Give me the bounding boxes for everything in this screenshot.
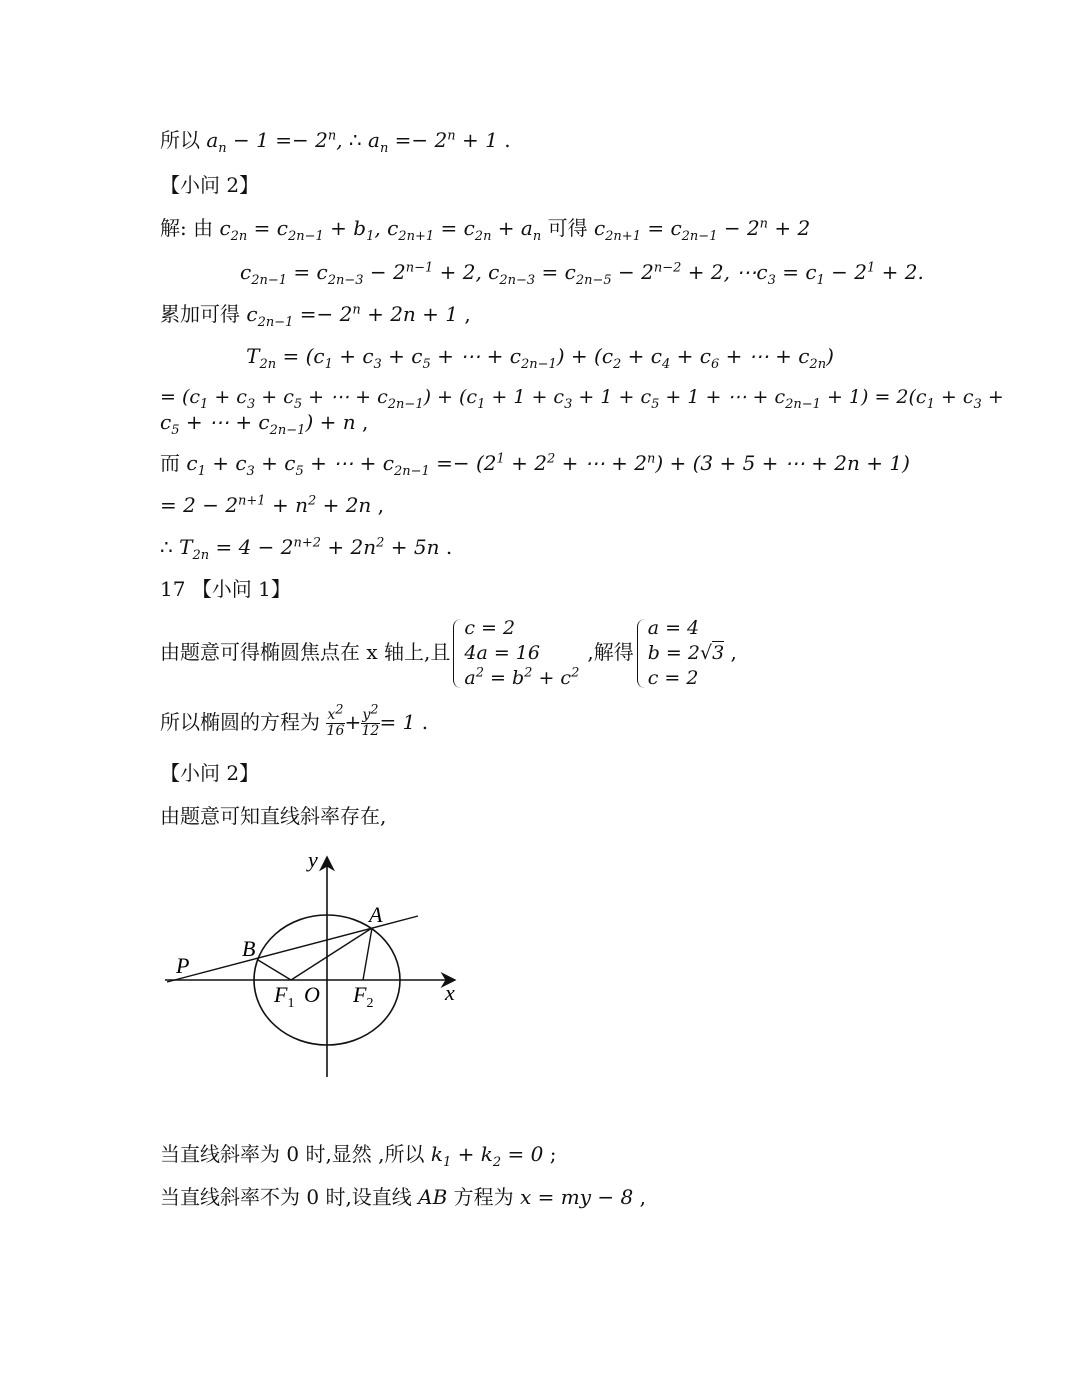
line-ellipse-equation: 所以椭圆的方程为 $\frac{x^2}{16}$ + $\frac{y^2}{12}$ = 1 . (160, 702, 429, 739)
line-odd-sum: 而 $c_1 + c_3 + c_5$ + ⋯ + $c_{2n-1} =- (2^1 + 2^2$ + ⋯ + $2^n) + (3 + 5$ + ⋯ + 2n + 1) (160, 451, 910, 479)
line-T2n-final: ∴ $T_{2n} = 4 - 2^{n+2} + 2n^2 + 5n$ . (160, 535, 453, 563)
line-solution-start: 解: 由 $c_{2n} = c_{2n-1} + b_1$, $c_{2n+1} = c_{2n} + a_n$ 可得 $c_{2n+1} = c_{2n-1} - 2^n + 2$ (160, 216, 811, 244)
label-B: B (242, 936, 256, 961)
line-slope-nonzero: 当直线斜率不为 0 时,设直线 AB 方程为 x = my − 8 , (160, 1185, 646, 1209)
segment-BF1 (258, 960, 291, 980)
given-eq-3: $a^2 = b^2 + c^2$ (464, 665, 580, 689)
frac-y: $\frac{y^2}{12}$ (361, 702, 380, 739)
line-slope-zero: 当直线斜率为 0 时,显然 ,所以 $k_1 + k_2 = 0$ ; (160, 1142, 557, 1170)
label-F1: $F_1$ (274, 982, 295, 1011)
line-odd-sum-result: = $2 - 2^{n+1} + n^2 + 2n$ , (160, 493, 385, 517)
solution-system (634, 616, 724, 691)
frac-x: $\frac{x^2}{16}$ (326, 702, 345, 739)
line-ellipse-system: 由题意可得椭圆焦点在 x 轴上,且 c = 2 4a = 16 $a^2 = b^2 + c^2$ ,解得 a = 4 b = 2√3 c = 2 , (160, 617, 737, 689)
given-eq-2: 4a = 16 (464, 642, 540, 664)
subquestion-2b-heading: 【小问 2】 (160, 761, 260, 785)
line-T2n-expand-cont: $c_5$ + ⋯ + $c_{2n-1}) + n$ , (160, 410, 369, 438)
line-sum-result: 累加可得 $c_{2n-1} =- 2^n + 2n + 1$ , (160, 302, 471, 330)
solution-eq-2: b = 2√3 (647, 642, 725, 664)
segment-AF2 (363, 928, 372, 980)
solution-eq-1: a = 4 (647, 617, 700, 639)
segment-F1A (291, 928, 372, 980)
line-an-result: 所以 $a_n - 1 =- 2^n$, ∴ $a_n =- 2^n + 1$ . (160, 128, 511, 156)
ellipse-figure (150, 845, 490, 1085)
line-T2n-expand: = ($c_1 + c_3 + c_5$ + ⋯ + $c_{2n-1}) + (c_1 + 1 + c_3 + 1 + c_5 + 1$ + ⋯ + $c_{2n-1} + 1) = 2(c_1 + c_3$ + (160, 386, 1004, 412)
solution-eq-3: c = 2 (647, 667, 699, 689)
label-y: y (308, 847, 318, 872)
label-P: P (176, 953, 190, 978)
given-eq-1: c = 2 (464, 617, 516, 639)
given-system (450, 616, 579, 691)
line-recurrence: $c_{2n-1} = c_{2n-3} - 2^{n-1} + 2$, $c_{2n-3} = c_{2n-5} - 2^{n-2} + 2$, $\cdots c_3 = c_1 - 2^1 + 2$. (240, 260, 924, 288)
line-T2n-def: $T_{2n} = (c_1 + c_3 + c_5$ + ⋯ + $c_{2n-1}) + (c_2 + c_4 + c_6$ + ⋯ + $c_{2n}$) (246, 344, 834, 372)
label-F2: $F_2$ (353, 982, 374, 1011)
question-17-heading: 17 【小问 1】 (160, 577, 291, 601)
line-slope-exists: 由题意可知直线斜率存在, (160, 804, 387, 828)
solve-text: ,解得 (587, 640, 634, 664)
label-O: O (304, 982, 320, 1007)
subquestion-2-heading: 【小问 2】 (160, 173, 260, 197)
ellipse-given-text: 由题意可得椭圆焦点在 x 轴上,且 (160, 640, 451, 664)
label-x: x (445, 980, 455, 1005)
label-A: A (369, 902, 383, 927)
